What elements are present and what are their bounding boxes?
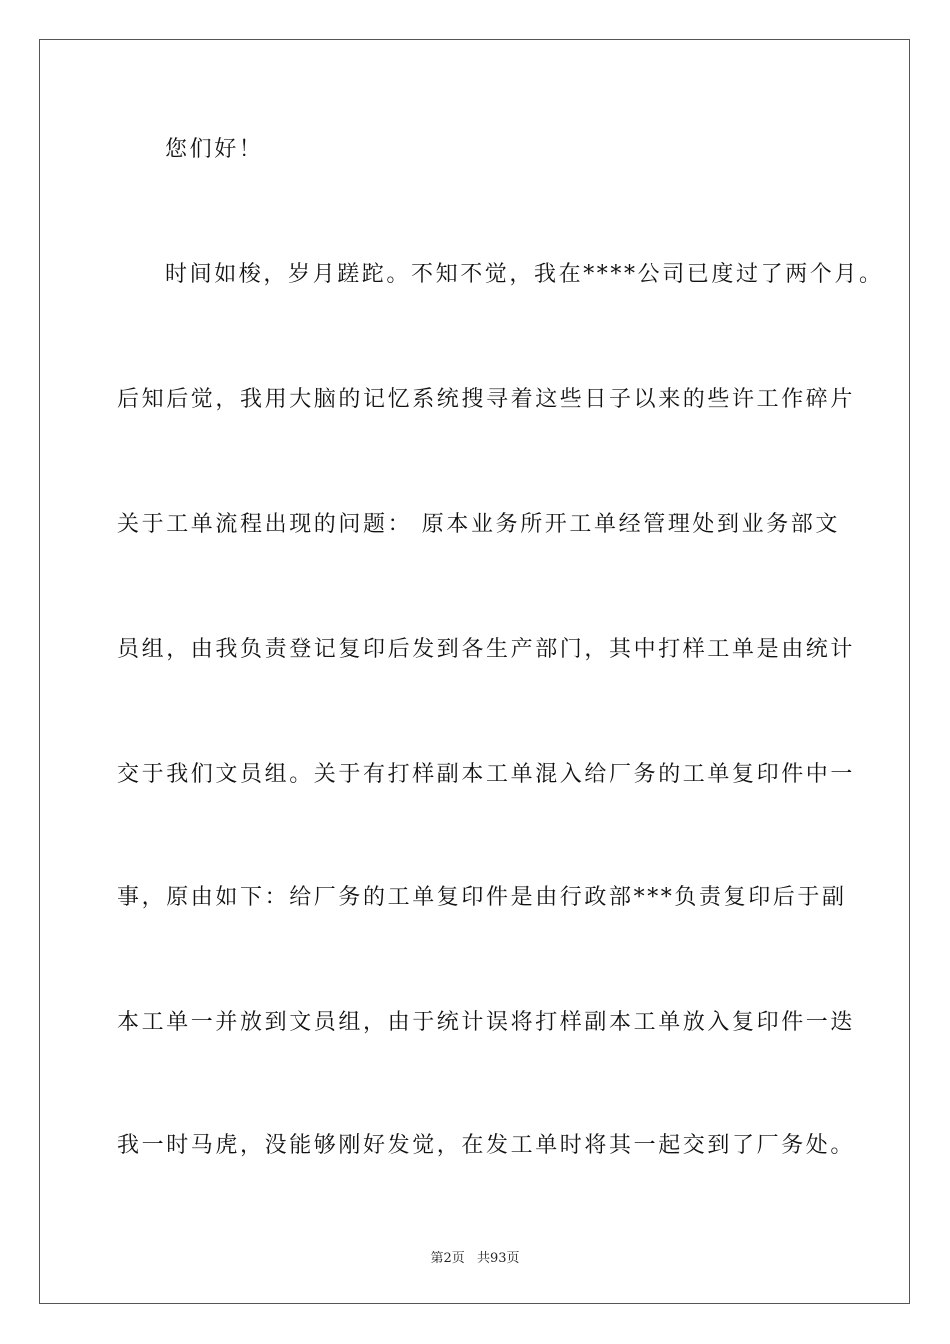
paragraph-line: 本工单一并放到文员组，由于统计误将打样副本工单放入复印件一迭: [117, 1010, 856, 1035]
page-number-current: 第2页: [430, 1251, 465, 1266]
page-border: [39, 39, 910, 1304]
paragraph-line: 交于我们文员组。关于有打样副本工单混入给厂务的工单复印件中一: [117, 762, 856, 787]
paragraph-line: 关于工单流程出现的问题： 原本业务所开工单经管理处到业务部文: [117, 512, 840, 537]
paragraph-line: 后知后觉，我用大脑的记忆系统搜寻着这些日子以来的些许工作碎片: [117, 387, 856, 412]
paragraph-line: 我一时马虎，没能够刚好发觉，在发工单时将其一起交到了厂务处。: [117, 1133, 856, 1158]
page-footer: [0, 1247, 950, 1266]
greeting-line: 您们好！: [165, 137, 264, 162]
page-number-total: 共93页: [476, 1251, 520, 1266]
paragraph-line: 员组，由我负责登记复印后发到各生产部门，其中打样工单是由统计: [117, 637, 856, 662]
paragraph-line: 时间如梭，岁月蹉跎。不知不觉，我在****公司已度过了两个月。: [165, 262, 884, 287]
paragraph-line: 事，原由如下：给厂务的工单复印件是由行政部***负责复印后于副: [117, 885, 847, 910]
